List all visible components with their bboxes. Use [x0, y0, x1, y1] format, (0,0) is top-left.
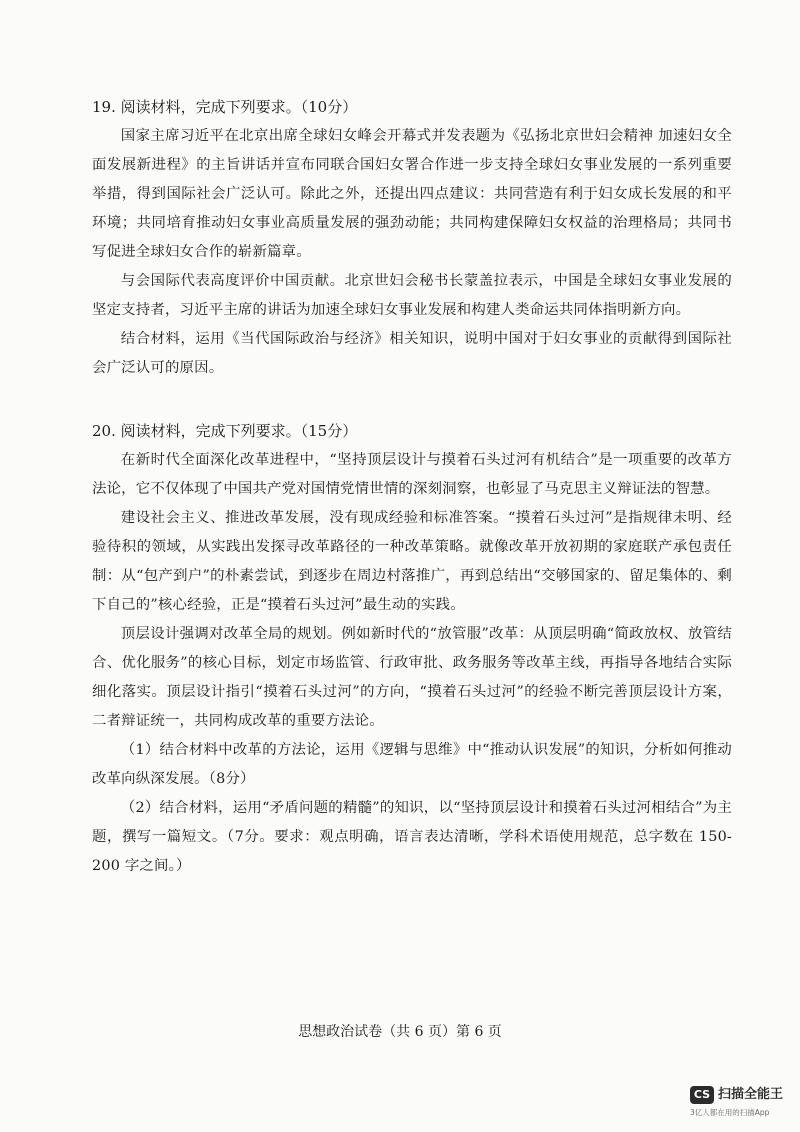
page-footer: 思想政治试卷（共 6 页）第 6 页 — [298, 1024, 502, 1040]
watermark-tagline: 3亿人都在用的扫描App — [690, 1108, 770, 1117]
question-20-material-2: 建设社会主义、推进改革发展，没有现成经验和标准答案。“摸着石头过河”是指规律未明、经验待积的领域，从实践出发探寻改革路径的一种改革策略。就像改革开放初期的家庭联产承包责任制：从“包产到户”的朴素尝试，到逐步在周边村落推广，再到总结出“交够国家的、留足集体的、剩下自己的”核心经验，正是“摸着石头过河”最生动的实践。 — [92, 510, 732, 613]
scanner-watermark — [690, 1084, 794, 1124]
question-20-material-1: 在新时代全面深化改革进程中，“坚持顶层设计与摸着石头过河有机结合”是一项重要的改革方法论，它不仅体现了中国共产党对国情党情世情的深刻洞察，也彰显了马克思主义辩证法的智慧。 — [92, 452, 732, 497]
question-20-subquestion-1: （1）结合材料中改革的方法论，运用《逻辑与思维》中“推动认识发展”的知识，分析如何推动改革向纵深发展。（8分） — [92, 742, 732, 787]
question-20 — [92, 420, 732, 881]
question-20-subquestion-2: （2）结合材料，运用“矛盾问题的精髓”的知识，以“坚持顶层设计和摸着石头过河相结合”为主题，撰写一篇短文。（7分。要求：观点明确，语言表达清晰，学科术语使用规范，总字数在 150-200 字之间。） — [92, 800, 732, 874]
question-19-material-1: 国家主席习近平在北京出席全球妇女峰会开幕式并发表题为《弘扬北京世妇会精神 加速妇女全面发展新进程》的主旨讲话并宣布同联合国妇女署合作进一步支持全球妇女事业发展的一系列重要举措，得到国际社会广泛认可。除此之外，还提出四点建议：共同营造有利于妇女成长发展的和平环境；共同培育推动妇女事业高质量发展的强劲动能；共同构建保障妇女权益的治理格局；共同书写促进全球妇女合作的崭新篇章。 — [92, 128, 732, 260]
question-19-heading: 19. 阅读材料，完成下列要求。（10分） — [92, 98, 358, 116]
question-19-prompt: 结合材料，运用《当代国际政治与经济》相关知识，说明中国对于妇女事业的贡献得到国际社会广泛认可的原因。 — [92, 331, 732, 376]
question-19-material-2: 与会国际代表高度评价中国贡献。北京世妇会秘书长蒙盖拉表示，中国是全球妇女事业发展的坚定支持者，习近平主席的讲话为加速全球妇女事业发展和构建人类命运共同体指明新方向。 — [92, 273, 732, 318]
question-20-material-3: 顶层设计强调对改革全局的规划。例如新时代的“放管服”改革：从顶层明确“简政放权、放管结合、优化服务”的核心目标，划定市场监管、行政审批、政务服务等改革主线，再指导各地结合实际细化落实。顶层设计指引“摸着石头过河”的方向，“摸着石头过河”的经验不断完善顶层设计方案，二者辩证统一，共同构成改革的重要方法论。 — [92, 626, 732, 729]
watermark-app-name: 扫描全能王 — [718, 1087, 784, 1102]
question-19 — [92, 96, 732, 383]
question-20-heading: 20. 阅读材料，完成下列要求。（15分） — [92, 422, 358, 440]
camscanner-logo-icon: CS — [690, 1086, 714, 1104]
